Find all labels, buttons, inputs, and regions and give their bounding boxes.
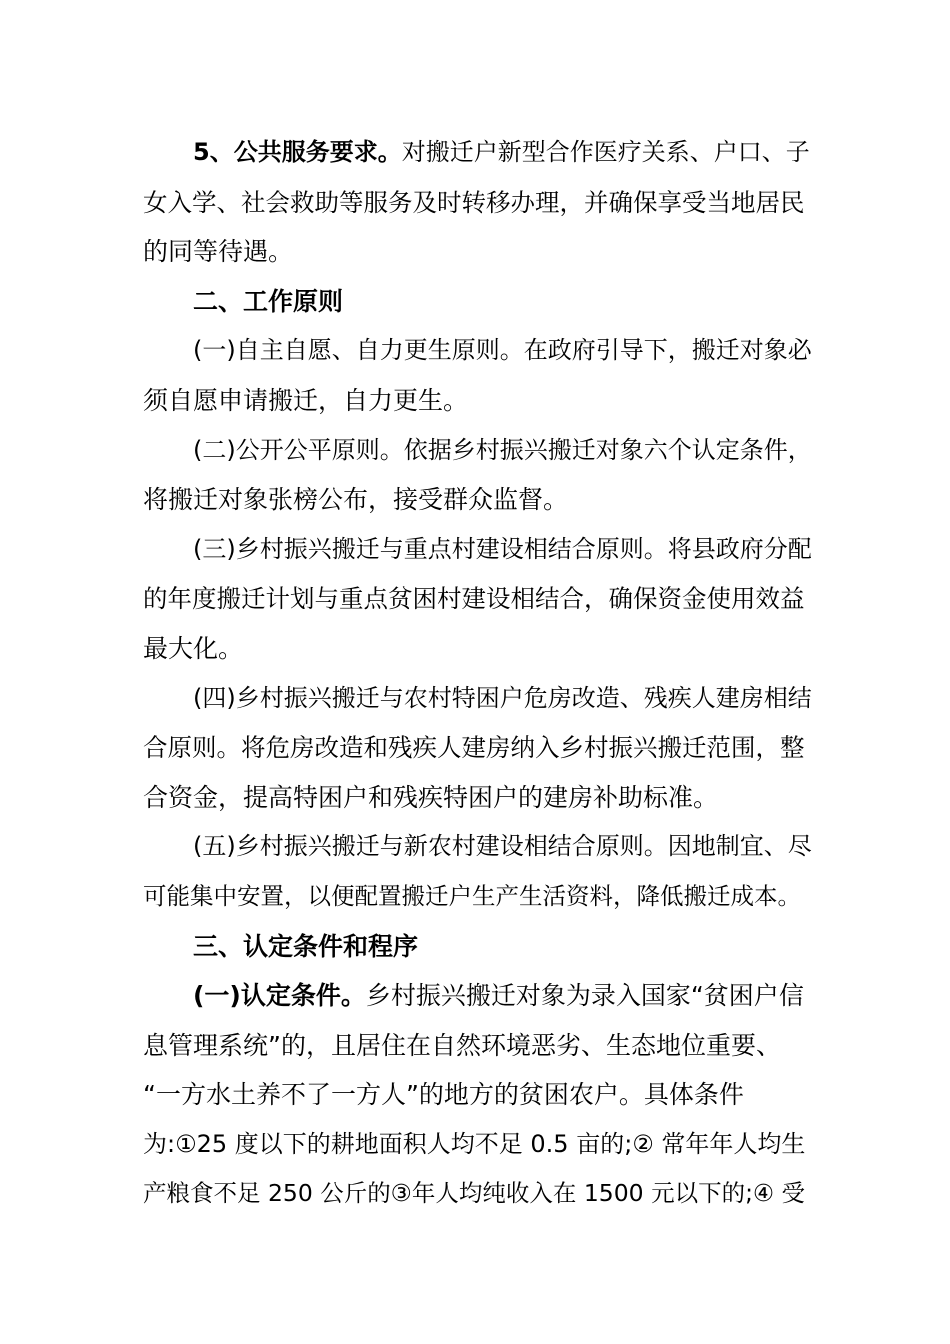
principle-5-line-2: 可能集中安置，以便配置搬迁户生产生活资料，降低搬迁成本。 xyxy=(143,881,801,910)
principle-3-line-2: 的年度搬迁计划与重点贫困村建设相结合，确保资金使用效益 xyxy=(143,584,805,614)
paragraph-lead: (一)认定条件。 xyxy=(193,981,366,1011)
paragraph-text: 乡村振兴搬迁对象为录入国家“贫困户信 xyxy=(365,981,804,1011)
principle-4-line-3: 合资金，提高特困户和残疾特困户的建房补助标准。 xyxy=(143,782,719,812)
paragraph-lead: 5、公共服务要求。 xyxy=(193,138,402,166)
principle-4-line-1: (四)乡村振兴搬迁与农村特困户危房改造、残疾人建房相结 xyxy=(193,683,812,712)
principle-3-line-1: (三)乡村振兴搬迁与重点村建设相结合原则。将县政府分配 xyxy=(193,534,812,563)
conditions-line-3: “一方水土养不了一方人”的地方的贫困农户。具体条件 xyxy=(143,1080,744,1110)
paragraph-public-service-line-1 xyxy=(143,128,811,178)
paragraph-public-service-line-2: 女入学、社会救助等服务及时转移办理，并确保享受当地居民 xyxy=(143,187,805,217)
paragraph-text: 对搬迁户新型合作医疗关系、户口、子 xyxy=(401,138,810,166)
conditions-line-1 xyxy=(143,971,811,1021)
principle-1-line-2: 须自愿申请搬迁，自力更生。 xyxy=(143,385,469,415)
section-heading-principles: 二、工作原则 xyxy=(193,286,344,316)
principle-2-line-1: (二)公开公平原则。依据乡村振兴搬迁对象六个认定条件， xyxy=(193,435,812,464)
principle-5-line-1: (五)乡村振兴搬迁与新农村建设相结合原则。因地制宜、尽 xyxy=(193,832,812,861)
principle-4-line-2: 合原则。将危房改造和残疾人建房纳入乡村振兴搬迁范围，整 xyxy=(143,733,805,763)
conditions-line-2: 息管理系统”的，且居住在自然环境恶劣、生态地位重要、 xyxy=(143,1030,781,1060)
principle-1-line-1: (一)自主自愿、自力更生原则。在政府引导下，搬迁对象必 xyxy=(193,336,812,365)
document-body xyxy=(143,128,811,1219)
principle-3-line-3: 最大化。 xyxy=(143,633,244,663)
conditions-line-4: 为:①25 度以下的耕地面积人均不足 0.5 亩的;② 常年年人均生 xyxy=(143,1129,806,1158)
section-heading-conditions: 三、认定条件和程序 xyxy=(193,931,419,961)
paragraph-public-service-line-3: 的同等待遇。 xyxy=(143,237,294,267)
principle-2-line-2: 将搬迁对象张榜公布，接受群众监督。 xyxy=(143,485,569,515)
conditions-line-5: 产粮食不足 250 公斤的③年人均纯收入在 1500 元以下的;④ 受 xyxy=(143,1179,806,1208)
